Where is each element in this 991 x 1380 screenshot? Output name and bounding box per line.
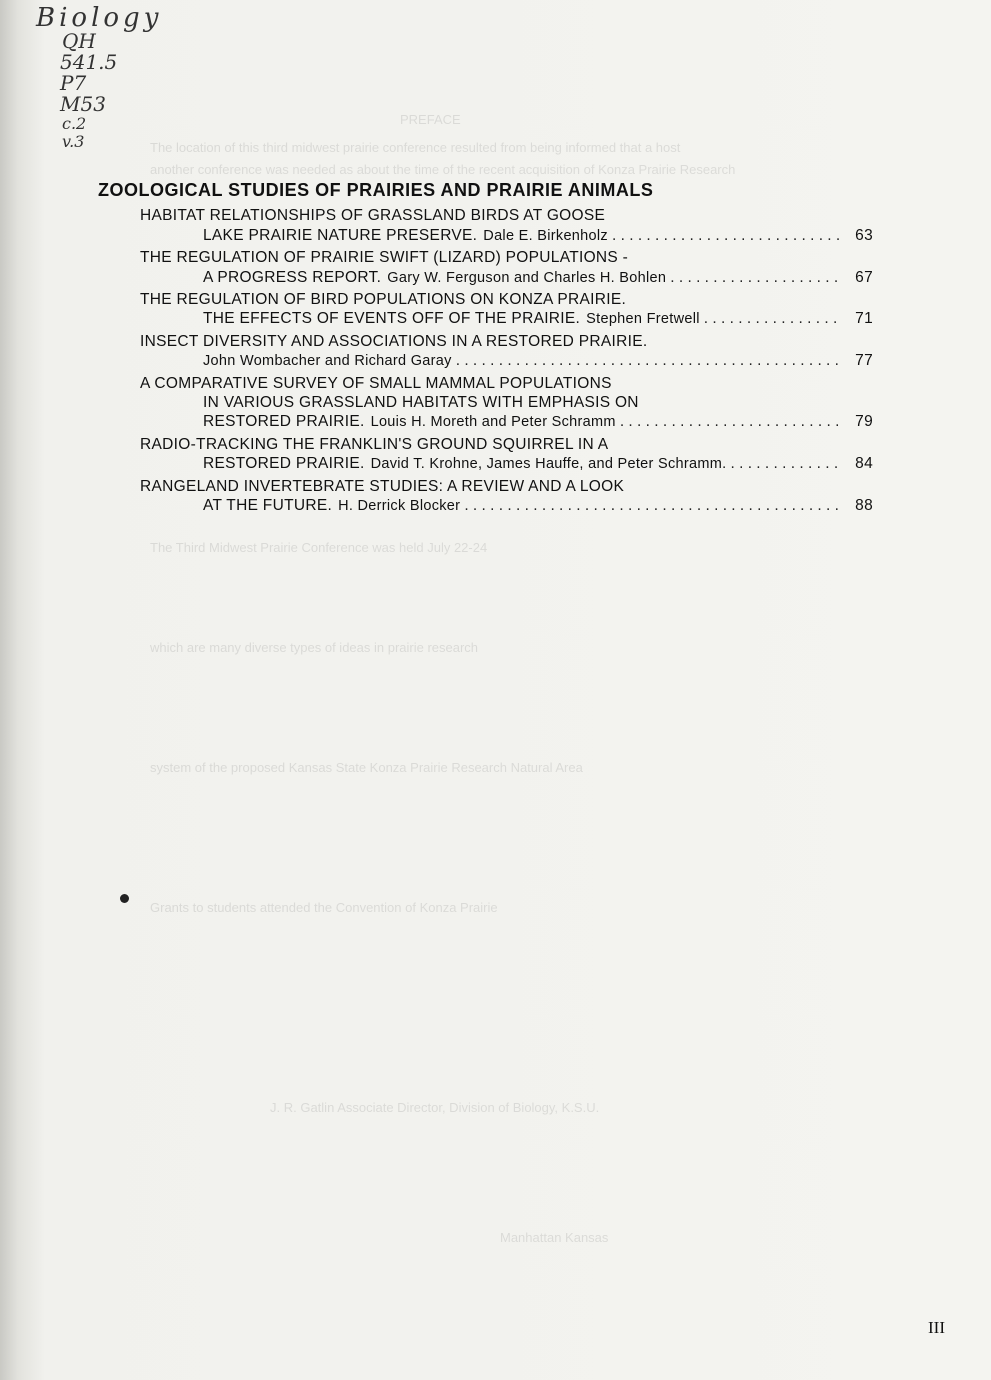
entry-title-line: AT THE FUTURE.: [203, 497, 333, 515]
annotation-line: Biology: [36, 3, 163, 33]
entry-page-number: 88: [855, 497, 873, 515]
entry-title-line: RESTORED PRAIRIE.: [203, 455, 365, 473]
entry-title-line: IN VARIOUS GRASSLAND HABITATS WITH EMPHASIS ON: [203, 394, 639, 412]
annotation-line: QH: [62, 29, 96, 53]
annotation-line: c.2: [62, 114, 87, 133]
entry-title-line: HABITAT RELATIONSHIPS OF GRASSLAND BIRDS AT GOOSE: [140, 207, 606, 225]
entry-authors: Gary W. Ferguson and Charles H. Bohlen: [387, 269, 667, 286]
entry-title-line: THE REGULATION OF PRAIRIE SWIFT (LIZARD) POPULATIONS -: [140, 249, 629, 267]
entry-authors: David T. Krohne, James Hauffe, and Peter Schramm.: [370, 456, 727, 473]
dot-leader: [464, 496, 843, 515]
toc-entry: [140, 435, 873, 475]
section-heading: ZOOLOGICAL STUDIES OF PRAIRIES AND PRAIRIE ANIMALS: [98, 180, 654, 200]
entry-page-number: 67: [855, 268, 873, 286]
library-call-number-annotation: [36, 3, 196, 151]
entry-page-number: 63: [855, 226, 873, 244]
show-through-text: PREFACE The location of this third midwest prairie conference resulted from being informed that a host another conference was needed as about the time of the recent acquisition of Konza Prairie Research The Third Midwest Prairie Conference was held July 22-24 which are many diverse types of ideas in prairie research system of the proposed Kansas State Konza Prairie Research Natural Area Grants to students attended the Convention of Konza Prairie J. R. Gatlin Associate Director, Division of Biology, K.S.U. Manhattan Kansas: [150, 112, 736, 1245]
page-number: III: [928, 1318, 945, 1337]
annotation-line: 541.5: [60, 50, 118, 74]
entry-page-number: 84: [855, 455, 873, 473]
table-of-contents: [98, 181, 873, 519]
entry-title-line: INSECT DIVERSITY AND ASSOCIATIONS IN A RESTORED PRAIRIE.: [140, 332, 648, 350]
dot-leader: [456, 351, 843, 370]
toc-entry: [140, 477, 873, 517]
entry-authors: H. Derrick Blocker: [338, 498, 461, 515]
ink-dot-mark: [120, 894, 129, 903]
entry-title-line: THE EFFECTS OF EVENTS OFF OF THE PRAIRIE.: [203, 310, 581, 328]
dot-leader: [612, 226, 843, 245]
dot-leader: [620, 412, 843, 431]
entry-title-line: THE REGULATION OF BIRD POPULATIONS ON KONZA PRAIRIE.: [140, 291, 627, 309]
annotation-line: P7: [60, 71, 87, 95]
toc-entry: [140, 290, 873, 330]
entry-title-line: RANGELAND INVERTEBRATE STUDIES: A REVIEW AND A LOOK: [140, 477, 625, 495]
dot-leader: [670, 268, 843, 287]
annotation-line: M53: [60, 92, 106, 116]
entry-authors: Louis H. Moreth and Peter Schramm: [370, 414, 616, 431]
entry-title-line: RADIO-TRACKING THE FRANKLIN'S GROUND SQUIRREL IN A: [140, 435, 609, 453]
annotation-line: v.3: [62, 132, 85, 151]
entry-authors: Dale E. Birkenholz: [483, 227, 608, 244]
toc-entry: [140, 248, 873, 288]
entry-page-number: 79: [855, 413, 873, 431]
entry-page-number: 77: [855, 352, 873, 370]
toc-entry: [140, 332, 873, 372]
toc-entry: [140, 374, 873, 433]
toc-entry: [140, 206, 873, 246]
entry-title-line: A COMPARATIVE SURVEY OF SMALL MAMMAL POPULATIONS: [140, 374, 612, 392]
dot-leader: [730, 454, 843, 473]
entry-title-line: LAKE PRAIRIE NATURE PRESERVE.: [203, 226, 478, 244]
entry-title-line: A PROGRESS REPORT.: [203, 268, 382, 286]
entry-title-line: RESTORED PRAIRIE.: [203, 413, 365, 431]
entry-authors: Stephen Fretwell: [586, 311, 700, 328]
entry-page-number: 71: [855, 310, 873, 328]
entry-authors: John Wombacher and Richard Garay: [203, 353, 452, 370]
dot-leader: [704, 309, 843, 328]
